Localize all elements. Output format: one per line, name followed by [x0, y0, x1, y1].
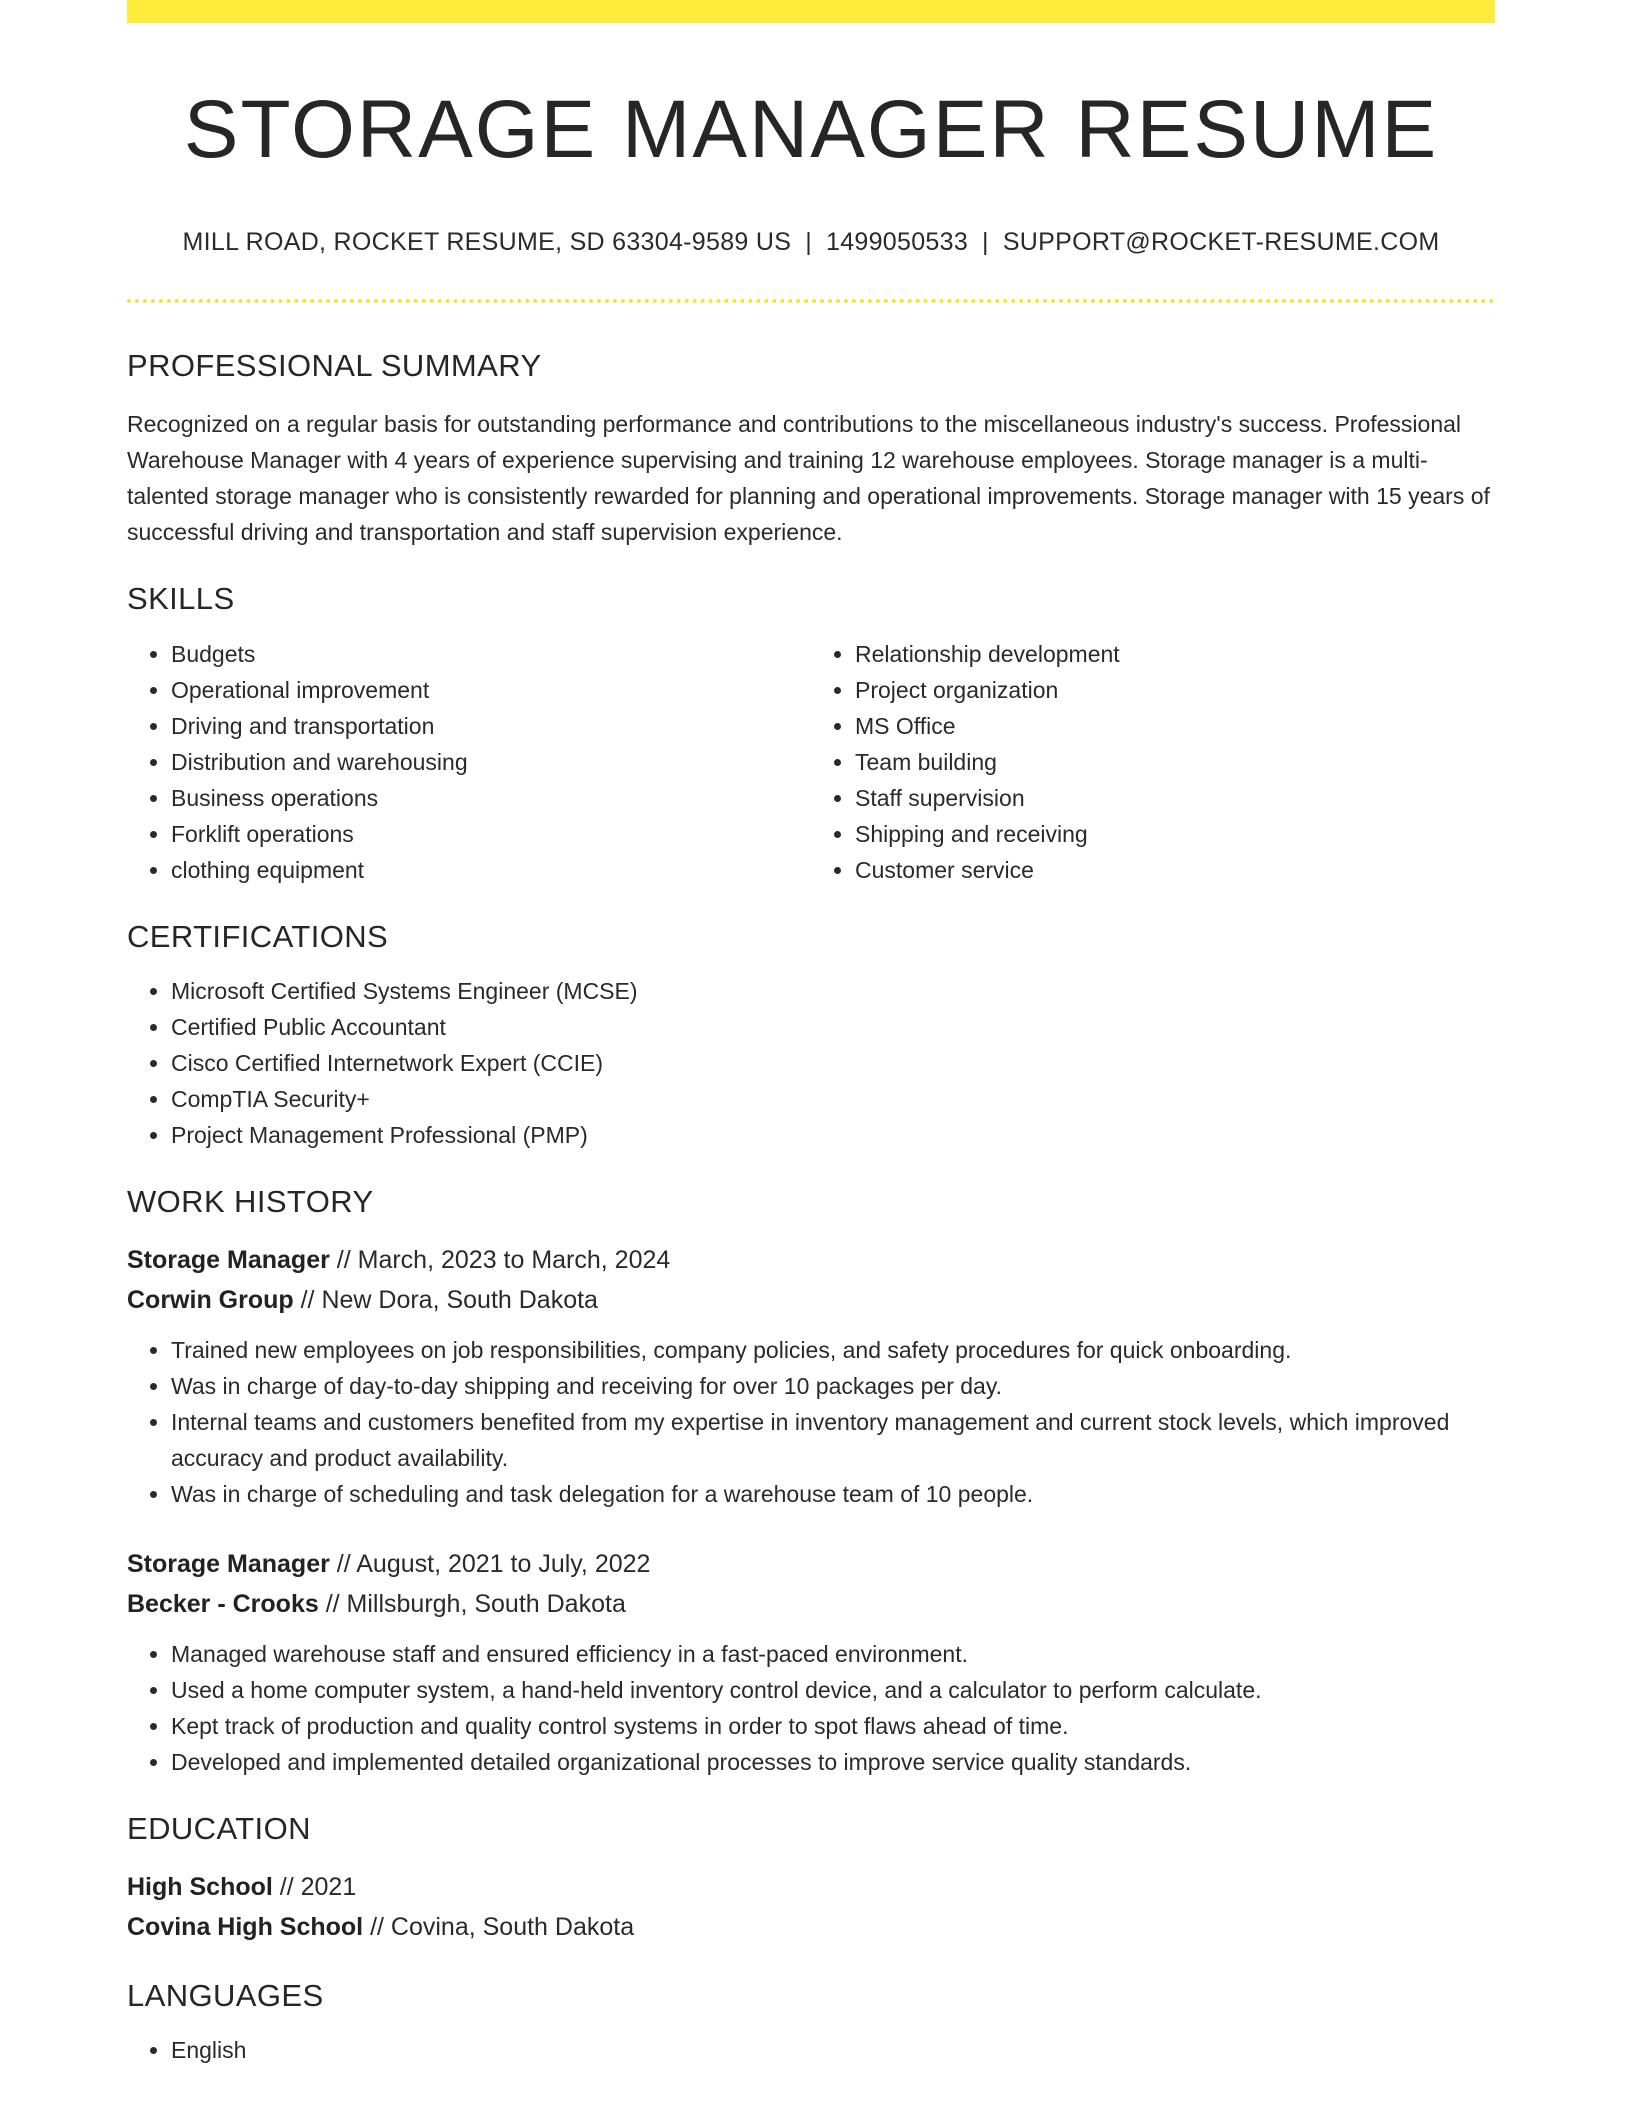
list-item: • Kept track of production and quality control systems in order to spot flaws ahead of time. — [171, 1708, 1495, 1744]
list-item: • Managed warehouse staff and ensured efficiency in a fast-paced environment. — [171, 1636, 1495, 1672]
list-item: • Driving and transportation — [171, 708, 811, 744]
education-degree: High School — [127, 1873, 273, 1902]
job-bullets — [127, 1332, 1495, 1512]
contact-email: SUPPORT@ROCKET-RESUME.COM — [1002, 228, 1440, 257]
summary-text: Recognized on a regular basis for outstanding performance and contributions to the miscellaneous industry's success. Professional Warehouse Manager with 4 years of experience supervising and training 12 warehouse employees. Storage manager is a multi-talented storage manager who is consistently rewarded for planning and operational improvements. Storage manager with 15 years of successful driving and transportation and staff supervision experience. — [127, 411, 1490, 546]
job-company-line — [127, 1584, 1495, 1624]
list-item: • Shipping and receiving — [855, 816, 1495, 852]
list-item: • Customer service — [855, 852, 1495, 888]
education-entry — [127, 1867, 1495, 1947]
list-item: • Team building — [855, 744, 1495, 780]
list-item: • MS Office — [855, 708, 1495, 744]
list-item: • Developed and implemented detailed organizational processes to improve service quality standards. — [171, 1744, 1495, 1780]
job-dates: // March, 2023 to March, 2024 — [329, 1245, 671, 1274]
job-entry — [127, 1544, 1495, 1780]
languages-section — [127, 1977, 1495, 2068]
skills-heading: SKILLS — [127, 581, 235, 617]
list-item: • Was in charge of day-to-day shipping and receiving for over 10 packages per day. — [171, 1368, 1495, 1404]
list-item: • Cisco Certified Internetwork Expert (CCIE) — [171, 1045, 1495, 1081]
skills-grid — [127, 636, 1495, 888]
list-item: • Forklift operations — [171, 816, 811, 852]
list-item: • Microsoft Certified Systems Engineer (MCSE) — [171, 973, 1495, 1009]
job-title: Storage Manager — [127, 1549, 330, 1578]
list-item: • Was in charge of scheduling and task delegation for a warehouse team of 10 people. — [171, 1476, 1495, 1512]
job-location: // Millsburgh, South Dakota — [318, 1589, 626, 1618]
languages-list — [127, 2032, 1495, 2068]
header-divider — [127, 299, 1495, 303]
job-company: Corwin Group — [127, 1285, 294, 1314]
list-item: • Staff supervision — [855, 780, 1495, 816]
job-dates: // August, 2021 to July, 2022 — [329, 1549, 651, 1578]
skills-right-list — [811, 636, 1495, 888]
job-entry — [127, 1240, 1495, 1512]
list-item: • English — [171, 2032, 1495, 2068]
top-accent-bar — [127, 0, 1495, 23]
skills-left-list — [127, 636, 811, 888]
job-company-line — [127, 1280, 1495, 1320]
job-title: Storage Manager — [127, 1245, 330, 1274]
job-title-line — [127, 1240, 1495, 1280]
education-year: // 2021 — [272, 1873, 357, 1902]
job-location: // New Dora, South Dakota — [293, 1285, 598, 1314]
education-school-line — [127, 1907, 1495, 1947]
job-bullets — [127, 1636, 1495, 1780]
contact-address: MILL ROAD, ROCKET RESUME, SD 63304-9589 US — [182, 228, 792, 257]
list-item: • Project Management Professional (PMP) — [171, 1117, 1495, 1153]
summary-section — [127, 347, 1495, 550]
work-history-heading: WORK HISTORY — [127, 1183, 374, 1219]
contact-phone: 1499050533 — [825, 228, 969, 257]
education-degree-line — [127, 1867, 1495, 1907]
job-header — [127, 1240, 1495, 1320]
job-company: Becker - Crooks — [127, 1589, 319, 1618]
list-item: • Project organization — [855, 672, 1495, 708]
skills-section — [127, 580, 1495, 887]
page-title: STORAGE MANAGER RESUME — [183, 84, 1439, 175]
certifications-list — [127, 973, 1495, 1153]
job-header — [127, 1544, 1495, 1624]
work-history-section — [127, 1183, 1495, 1780]
list-item: • Distribution and warehousing — [171, 744, 811, 780]
list-item: • Business operations — [171, 780, 811, 816]
education-heading: EDUCATION — [127, 1810, 311, 1846]
list-item: • clothing equipment — [171, 852, 811, 888]
list-item: • Trained new employees on job responsibilities, company policies, and safety procedures for quick onboarding. — [171, 1332, 1495, 1368]
list-item: • Used a home computer system, a hand-held inventory control device, and a calculator to perform calculate. — [171, 1672, 1495, 1708]
list-item: • Operational improvement — [171, 672, 811, 708]
certifications-section — [127, 918, 1495, 1153]
education-section — [127, 1810, 1495, 1947]
contact-separator: | — [805, 228, 812, 257]
education-school: Covina High School — [127, 1913, 364, 1942]
summary-heading: PROFESSIONAL SUMMARY — [127, 348, 542, 384]
contact-line — [127, 227, 1495, 257]
list-item: • Budgets — [171, 636, 811, 672]
languages-heading: LANGUAGES — [127, 1978, 324, 2014]
job-title-line — [127, 1544, 1495, 1584]
certifications-heading: CERTIFICATIONS — [127, 918, 389, 954]
resume-page — [127, 0, 1495, 2068]
list-item: • CompTIA Security+ — [171, 1081, 1495, 1117]
list-item: • Internal teams and customers benefited from my expertise in inventory management and current stock levels, which improved accuracy and product availability. — [171, 1404, 1495, 1476]
education-location: // Covina, South Dakota — [363, 1913, 635, 1942]
list-item: • Certified Public Accountant — [171, 1009, 1495, 1045]
list-item: • Relationship development — [855, 636, 1495, 672]
contact-separator: | — [982, 228, 989, 257]
